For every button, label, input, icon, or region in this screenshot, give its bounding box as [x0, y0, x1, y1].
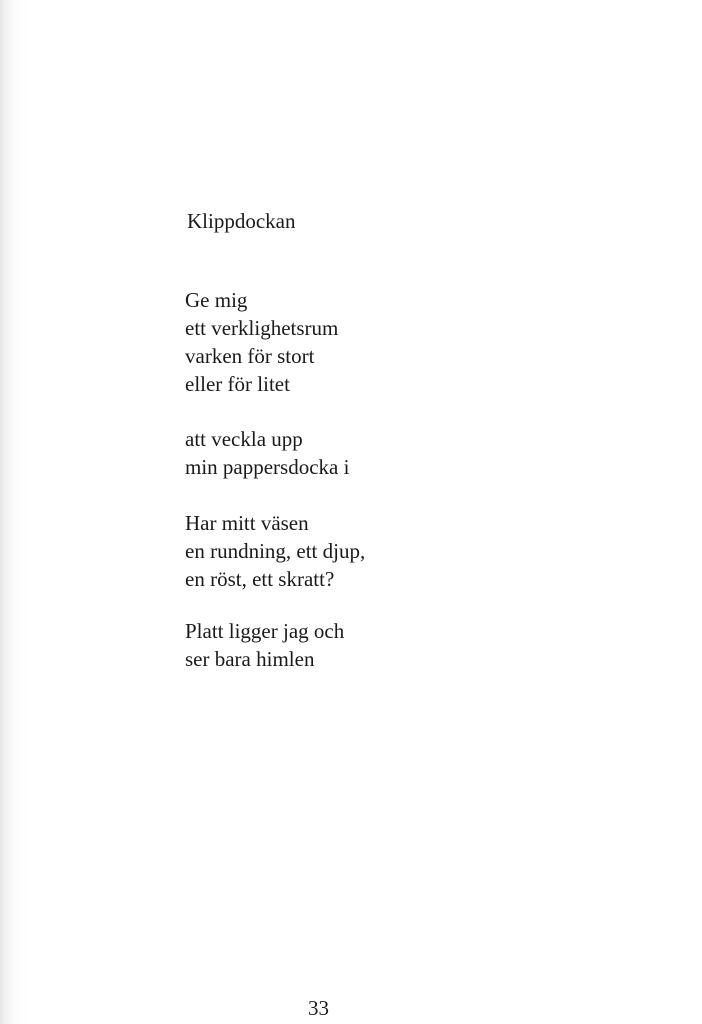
page-number: 33 — [308, 996, 329, 1020]
poem-line: en röst, ett skratt? — [185, 567, 335, 591]
poem-title: Klippdockan — [187, 209, 296, 233]
poem-line: Platt ligger jag och — [185, 619, 345, 643]
poem-line: varken för stort — [185, 344, 315, 368]
stanza-3 — [185, 509, 365, 593]
stanza-2 — [185, 425, 349, 481]
poem-line: min pappersdocka i — [185, 455, 350, 479]
poem-line: att veckla upp — [185, 427, 303, 451]
stanza-1 — [185, 286, 338, 398]
poem-line: en rundning, ett djup, — [185, 539, 366, 563]
poem-line: Har mitt väsen — [185, 511, 309, 535]
poem-line: ser bara himlen — [185, 647, 315, 671]
poem-line: Ge mig — [185, 288, 248, 312]
poem-line: ett verklighetsrum — [185, 316, 339, 340]
poem-line: eller för litet — [185, 372, 290, 396]
stanza-4 — [185, 617, 344, 673]
